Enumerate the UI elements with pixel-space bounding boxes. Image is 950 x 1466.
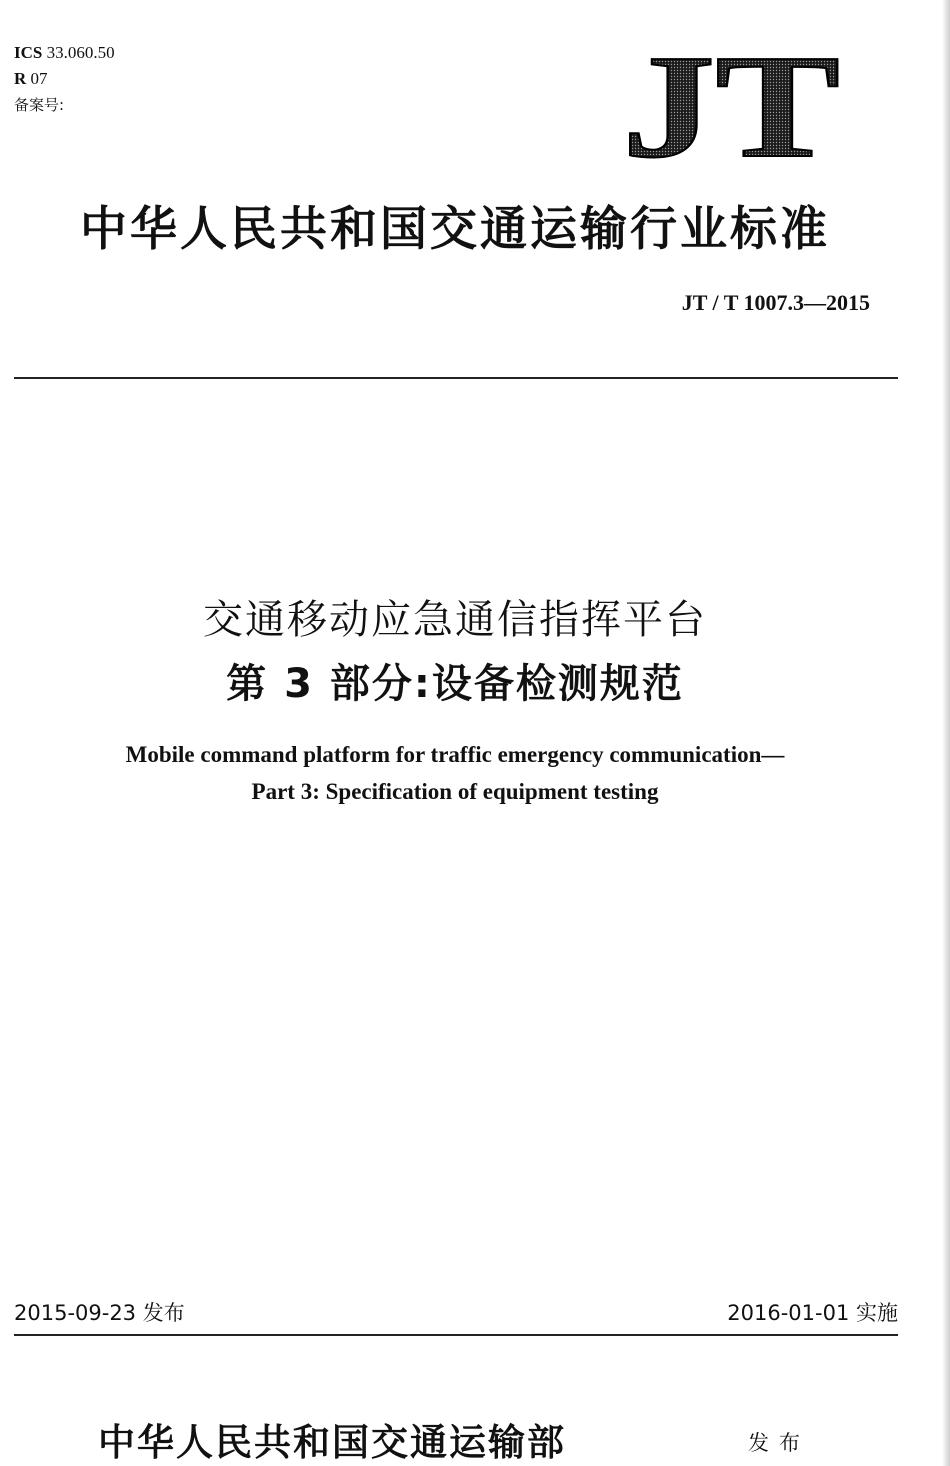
standard-type-title: 中华人民共和国交通运输行业标准: [80, 202, 830, 257]
header-divider: [14, 377, 898, 379]
ics-value: 33.060.50: [46, 43, 115, 62]
english-title-line-1: Mobile command platform for traffic emergency communication—: [125, 742, 785, 767]
category-code: [14, 66, 115, 92]
ics-code: [14, 40, 115, 66]
classification-block: [14, 40, 115, 118]
standard-number: JT / T 1007.3—2015: [681, 290, 870, 315]
footer-divider: [14, 1334, 898, 1336]
ics-label: ICS: [14, 43, 43, 62]
category-value: 07: [30, 69, 48, 88]
jt-logo-text: JT: [622, 48, 840, 160]
chinese-title-line-1: 交通移动应急通信指挥平台: [203, 597, 707, 643]
issue-date: 2015-09-23 发布: [14, 1301, 185, 1325]
publisher-suffix: 发布: [748, 1431, 810, 1455]
registration-number-label: 备案号:: [14, 96, 65, 114]
jt-logo: [622, 48, 842, 160]
page-edge-shadow: [942, 0, 950, 1466]
implementation-date: 2016-01-01 实施: [727, 1301, 898, 1325]
publisher-name: 中华人民共和国交通运输部: [98, 1420, 566, 1464]
english-title-line-2: Part 3: Specification of equipment testing: [251, 779, 659, 804]
category-label: R: [14, 69, 27, 88]
chinese-title-line-2: 第 3 部分:设备检测规范: [226, 661, 684, 707]
